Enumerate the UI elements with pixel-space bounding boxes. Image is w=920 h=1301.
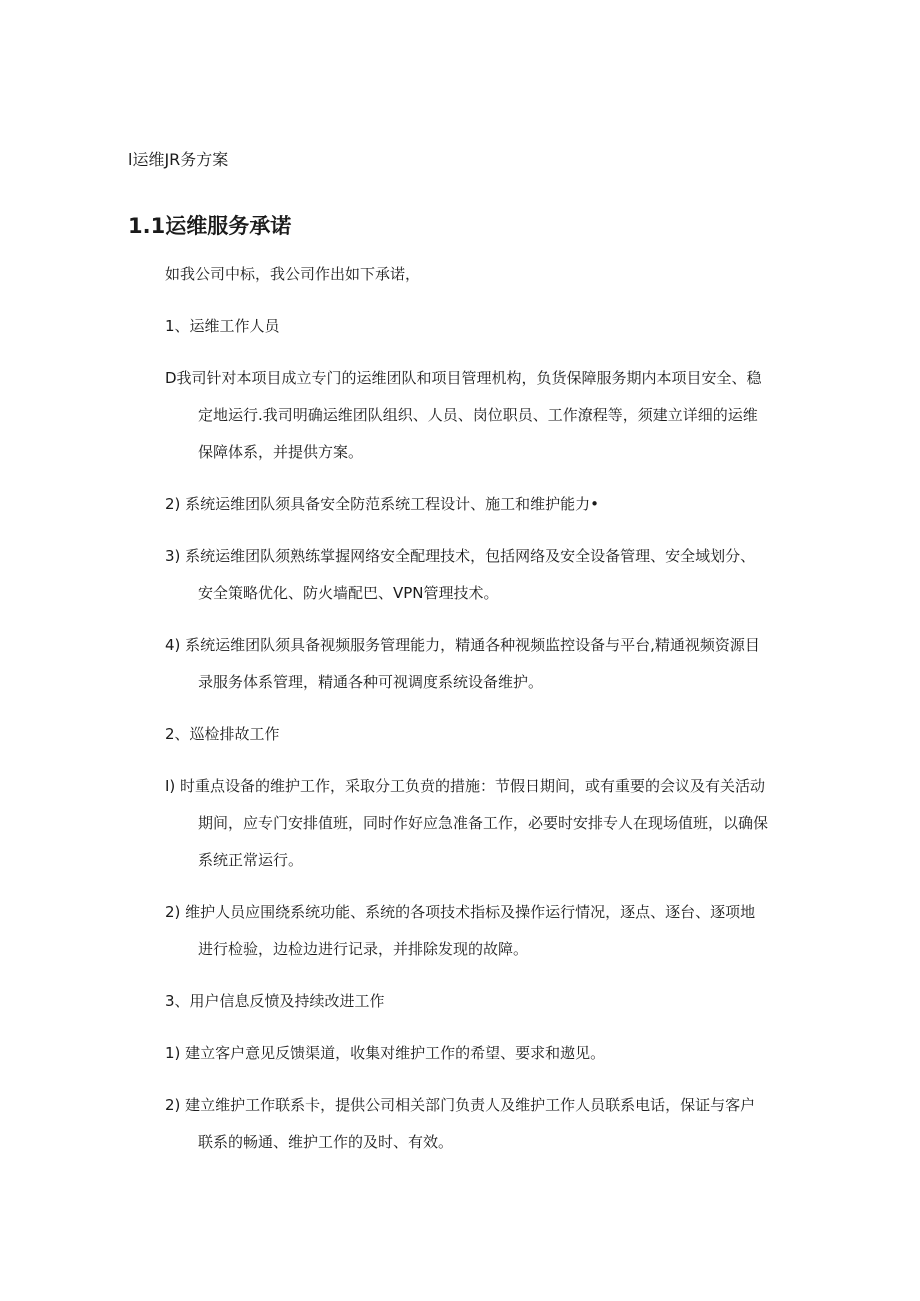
list-item-line: D我司针对本项目成立专门的运维团队和项目管理机构，负货保障服务期内本项目安全、稳 — [165, 369, 762, 387]
list-item-line: 录服务体系管理，精通各种可视调度系统设备维护。 — [198, 673, 544, 691]
section-heading: 1.1运维服务承诺 — [128, 214, 292, 238]
list-item-line: 定地运行.我司明确运维团队组织、人员、岗位职员、工作潦程等，须建立详细的运维 — [198, 406, 758, 424]
group-heading-staff: 1、运维工作人员 — [165, 317, 280, 335]
list-item-line: 3) 系统运维团队须熟练掌握网络安全配理技术，包括网络及安全设备管理、安全域划分、 — [165, 547, 756, 565]
list-item-line: 2) 系统运维团队须具备安全防范系统工程设计、施工和维护能力• — [165, 495, 600, 513]
list-item-line: 2) 建立维护工作联系卡，提供公司相关部门负责人及维护工作人员联系电话，保证与客户 — [165, 1096, 756, 1114]
intro-paragraph: 如我公司中标，我公司作出如下承诺， — [165, 265, 421, 283]
list-item-line: I) 时重点设备的维护工作，采取分工负贲的措施：节假日期间，或有重要的会议及有关活动 — [165, 777, 766, 795]
list-item-line: 1) 建立客户意见反馈渠道，收集对维护工作的希望、要求和遨见。 — [165, 1044, 606, 1062]
list-item-line: 进行检验，边检边进行记录，并排除发现的故障。 — [198, 940, 529, 958]
list-item-line: 联系的畅通、维护工作的及时、有效。 — [198, 1133, 454, 1151]
document-title: l运维JR务方案 — [128, 150, 229, 169]
list-item-line: 系统正常运行。 — [198, 851, 304, 869]
group-heading-inspection: 2、巡检排故工作 — [165, 725, 280, 743]
group-heading-feedback: 3、用户信息反愤及持续改进工作 — [165, 992, 385, 1010]
list-item-line: 保障体系，并提供方案。 — [198, 443, 364, 461]
list-item-line: 2) 维护人员应围绕系统功能、系统的各项技术指标及操作运行情况，逐点、逐台、逐项地 — [165, 903, 756, 921]
list-item-line: 安全策略优化、防火墙配巴、VPN管理技术。 — [198, 584, 499, 602]
list-item-line: 期间，应专门安排值班，同时作好应急准备工作，必要时安排专人在现场值班，以确保 — [198, 814, 769, 832]
list-item-line: 4) 系统运维团队须具备视频服务管理能力，精通各种视频监控设备与平台,精通视频资源目 — [165, 636, 760, 654]
